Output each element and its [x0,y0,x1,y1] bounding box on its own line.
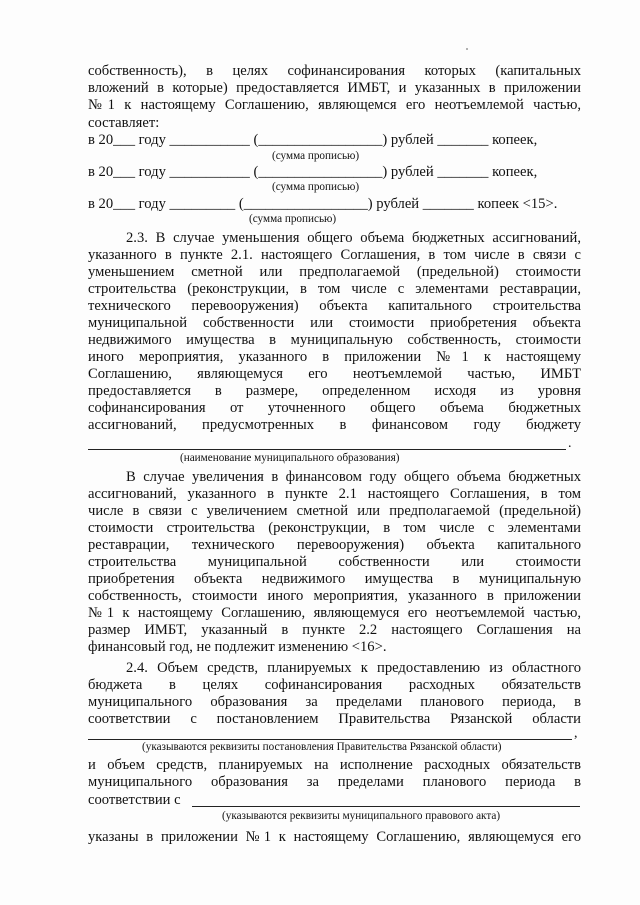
text-line: приобретения объекта недвижимого имущества в муниципальную [88,571,581,587]
text-line: ассигнований, указанного в пункте 2.1 настоящего Соглашения, в том [88,486,581,502]
caption-amount-words: (сумма прописью) [272,150,360,162]
text-line: муниципальной собственности или стоимости приобретения объекта [88,315,581,331]
caption-municipality: (наименование муниципального образования) [180,452,400,464]
text-line: бюджета в целях софинансирования расходных обязательств [88,677,581,693]
caption-resolution: (указываются реквизиты постановления Правительства Рязанской области) [142,741,502,753]
text-line: финансовый год, не подлежит изменению <16>. [88,639,387,655]
text-line: строительства муниципальной собственности или стоимости [88,554,581,570]
text-line: недвижимого имущества в муниципальную собственность, стоимости [88,332,581,348]
text-line: соответствии с [88,792,181,808]
text-line: размер ИМБТ, указанный в пункте 2.2 настоящего Соглашения на [88,622,581,638]
text-line: числе в связи с увеличением сметной или предполагаемой (предельной) [88,503,581,519]
text-line: реставрации, технического перевооружения) объекта капитального [88,537,581,553]
blank-line-municipality [88,449,566,450]
text-line: софинансирования от уточненного общего объема бюджетных [88,400,581,416]
text-line: муниципального образования за пределами планового периода, в [88,694,581,710]
caption-amount-words: (сумма прописью) [249,213,337,225]
text-line: предоставляется в размере, определенном исходя из уровня [88,383,581,399]
line-tail: . [568,436,572,451]
scan-speck [466,48,468,50]
text-line: ассигнований, предусмотренных в финансовом году бюджету [88,417,581,433]
text-line: собственность), в целях софинансирования которых (капитальных [88,63,581,79]
paragraph-2-4-line: 2.4. Объем средств, планируемых к предоставлению из областного [126,660,581,676]
text-line: указаны в приложении №1 к настоящему Соглашению, являющемуся его [88,829,581,845]
text-line: №1 к настоящему Соглашению, являющемся его неотъемлемой частью, [88,97,581,113]
text-line: иного мероприятия, указанного в приложении №1 к настоящему [88,349,581,365]
caption-legal-act: (указываются реквизиты муниципального правового акта) [222,810,501,822]
year-row: в 20___ году ___________ (_________________) рублей _______ копеек, [88,164,538,180]
line-tail: , [574,726,578,741]
text-line: собственность, стоимости иного мероприятия, указанного в приложении [88,588,581,604]
text-line: составляет: [88,115,160,131]
text-line: и объем средств, планируемых на исполнение расходных обязательств [88,757,581,773]
text-line: указанного в пункте 2.1. настоящего Соглашения, в том числе в связи с [88,247,581,263]
text-line: уменьшением сметной или предполагаемой (предельной) стоимости [88,264,581,280]
year-row: в 20___ году _________ (_________________) рублей _______ копеек <15>. [88,196,558,212]
text-line: Соглашению, являющемуся его неотъемлемой частью, ИМБТ [88,366,581,382]
blank-line-resolution [88,739,572,740]
text-line: вложений в которые) предоставляется ИМБТ, и указанных в приложении [88,80,581,96]
text-line: №1 к настоящему Соглашению, являющемуся его неотъемлемой частью, [88,605,581,621]
text-line: стоимости строительства (реконструкции, в том числе с элементами [88,520,581,536]
text-line: строительства (реконструкции, в том числе с элементами реставрации, [88,281,581,297]
paragraph-2-3-line: 2.3. В случае уменьшения общего объема бюджетных ассигнований, [126,230,581,246]
text-line: соответствии с постановлением Правительства Рязанской области [88,711,581,727]
blank-line-legal-act [192,806,580,807]
text-line: технического перевооружения) объекта капитального строительства [88,298,581,314]
text-line: муниципального образования за пределами планового периода в [88,774,581,790]
year-row: в 20___ году ___________ (_________________) рублей _______ копеек, [88,132,538,148]
caption-amount-words: (сумма прописью) [272,181,360,193]
paragraph-line: В случае увеличения в финансовом году общего объема бюджетных [126,469,581,485]
